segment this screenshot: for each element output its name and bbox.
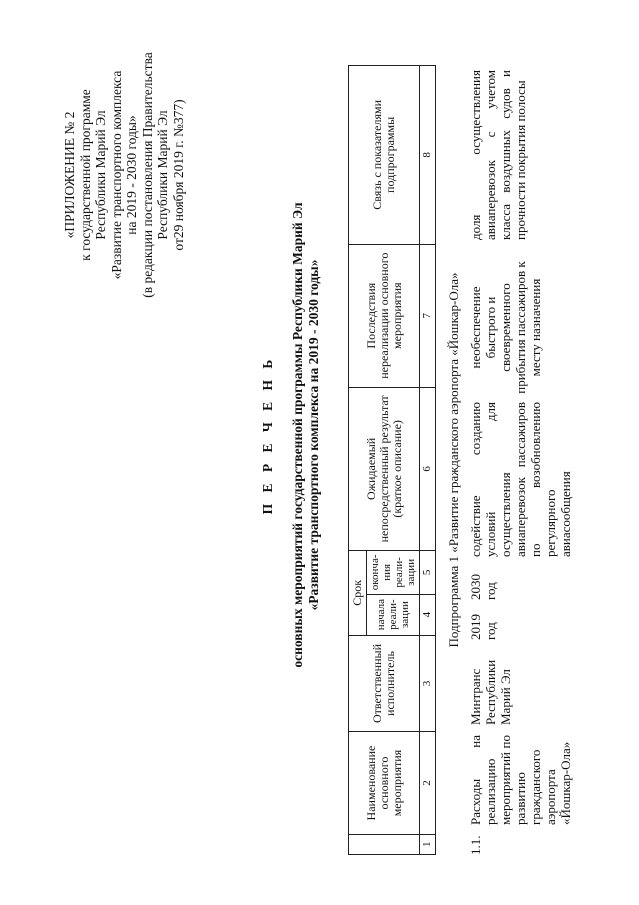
header-executor: Ответственный исполнитель <box>349 635 420 732</box>
col-number: 7 <box>420 244 436 387</box>
header-result: Ожидаемый непосредственный результат (краткое описание) <box>349 387 420 550</box>
appendix-line: на 2019 - 2030 годы» <box>124 115 139 235</box>
header-link: Связь с показателями подпрограммы <box>349 66 420 245</box>
appendix-line: «ПРИЛОЖЕНИЕ № 2 <box>62 111 77 239</box>
appendix-line: Республики Марий Эл <box>93 110 108 240</box>
header-num <box>349 834 420 854</box>
subprogram-heading: Подпрограмма 1 «Развитие гражданского аэропорта «Йошкар-Ола» <box>446 272 461 648</box>
col-number: 8 <box>420 66 436 245</box>
document-title <box>260 115 322 755</box>
col-number: 3 <box>420 635 436 732</box>
row-consequence: необеспечение быстрого и своевременного прибытия пассажиров к месту назначения <box>468 261 543 394</box>
appendix-heading <box>62 45 186 305</box>
appendix-line: от29 ноября 2019 г. №377) <box>170 99 186 251</box>
header-end: оконча-ния реали-зации <box>367 551 420 595</box>
col-number: 5 <box>420 551 436 595</box>
header-start: начала реали-зации <box>367 594 420 635</box>
header-term: Срок <box>349 551 367 635</box>
header-name: Наименование основного мероприятия <box>349 732 420 834</box>
col-number: 2 <box>420 732 436 834</box>
appendix-line: «Развитие транспортного комплекса <box>108 70 124 280</box>
row-end: 2030 год <box>468 574 498 600</box>
col-number: 1 <box>420 834 436 854</box>
appendix-line: (в редакции постановления Правительства <box>139 52 155 298</box>
title-line-1: основных мероприятий государственной программы Республики Марий Эл <box>290 202 305 668</box>
col-number: 6 <box>420 387 436 550</box>
row-link: доля осуществления авиаперевозок с учетом класса воздушных судов и прочности покрытия полосы <box>468 70 528 240</box>
row-start: 2019 год <box>468 614 498 640</box>
appendix-line: к государственной программе <box>77 89 93 261</box>
appendix-line: Республики Марий Эл <box>155 110 170 240</box>
row-executor: Минтранс Республики Марий Эл <box>468 659 513 725</box>
row-number: 1.1. <box>468 835 483 855</box>
col-number: 4 <box>420 594 436 635</box>
column-number-row <box>420 66 436 855</box>
row-result: содействие созданию условий для осуществления авиаперевозок пассажиров по возобновлению регулярного авиасообщения <box>468 402 573 557</box>
header-consequence: Последствия нереализации основного мероприятия <box>349 244 420 387</box>
row-name: Расходы на реализацию мероприятий по развитию гражданского аэропорта «Йошкар-Ола» <box>468 735 573 825</box>
measures-table <box>348 65 436 855</box>
title-line-2: «Развитие транспортного комплекса на 2019 - 2030 годы» <box>306 259 321 611</box>
title-word: П Е Р Е Ч Е Н Ь <box>260 355 275 515</box>
